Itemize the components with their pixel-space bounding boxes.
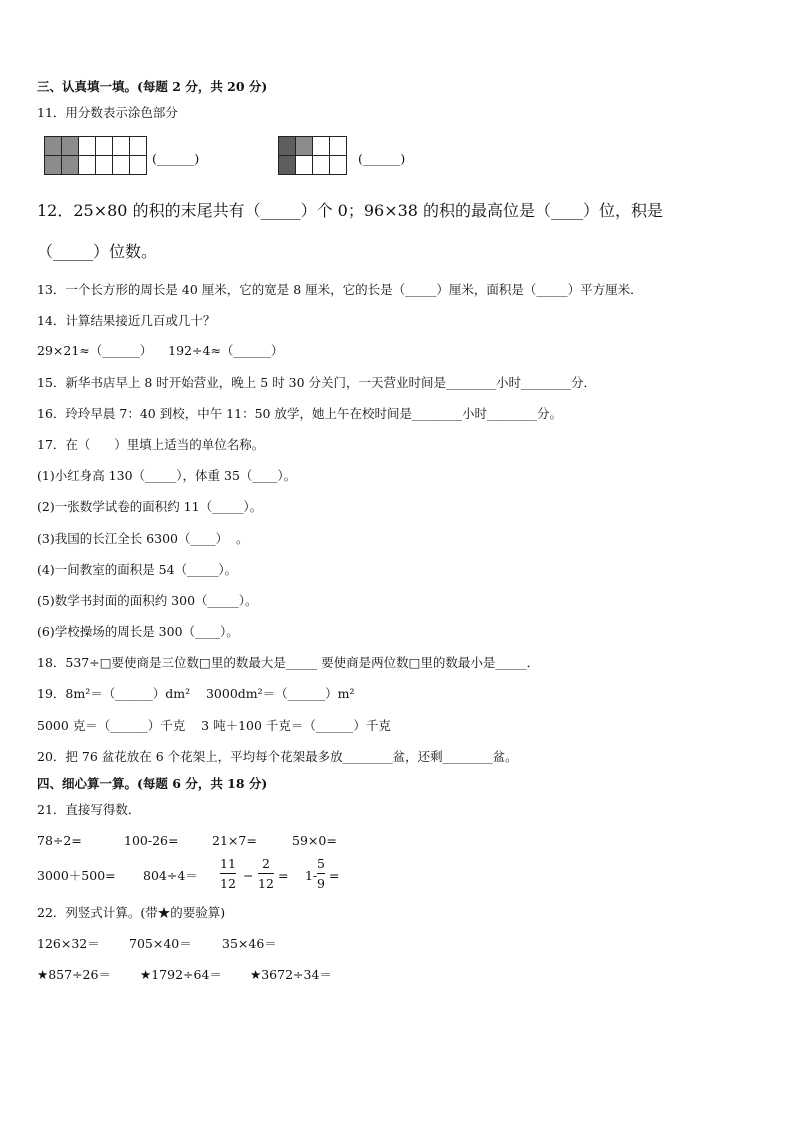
q21-equals: = xyxy=(329,868,340,883)
fraction-numerator: 11 xyxy=(220,856,236,871)
q17-item: (3)我国的长江全长 6300（____） 。 xyxy=(37,531,249,546)
q22-item: ★1792÷64＝ xyxy=(140,967,222,982)
q11-blank-2[interactable]: (______) xyxy=(358,151,406,166)
q21-fraction-b xyxy=(258,856,274,891)
fraction-denominator: 12 xyxy=(258,876,274,891)
q21-item: 21×7= xyxy=(212,833,257,848)
q21-fraction-a xyxy=(220,856,236,891)
q12-line2: （_____）位数。 xyxy=(37,242,158,261)
q12-line1: 12．25×80 的积的末尾共有（_____）个 0；96×38 的积的最高位是（____）位，积是 xyxy=(37,201,664,220)
q14-sub: 29×21≈（______） 192÷4≈（______） xyxy=(37,343,284,358)
q16: 16．玲玲早晨 7：40 到校，中午 11：50 放学，她上午在校时间是________小时________分。 xyxy=(37,406,562,421)
q11-figure-1 xyxy=(44,136,147,175)
q21-item: 78÷2= xyxy=(37,833,82,848)
q17-text: 17．在（ ）里填上适当的单位名称。 xyxy=(37,437,265,452)
q21-lead: 1- xyxy=(305,868,318,883)
section4-heading: 四、细心算一算。(每题 6 分，共 18 分) xyxy=(37,776,268,791)
fraction-denominator: 12 xyxy=(220,876,236,891)
q17-item: (5)数学书封面的面积约 300（_____）。 xyxy=(37,593,258,608)
q13: 13．一个长方形的周长是 40 厘米，它的宽是 8 厘米，它的长是（_____）厘米，面积是（_____）平方厘米． xyxy=(37,282,643,297)
q17-item: (6)学校操场的周长是 300（____）。 xyxy=(37,624,239,639)
q22-item: 705×40＝ xyxy=(129,936,192,951)
q11-blank-1[interactable]: (______) xyxy=(152,151,200,166)
q21-item: 3000＋500= xyxy=(37,868,116,883)
q20: 20．把 76 盆花放在 6 个花架上，平均每个花架最多放________盆，还剩________盆。 xyxy=(37,749,518,764)
q22-item: ★3672÷34＝ xyxy=(250,967,332,982)
q11-figure-2 xyxy=(278,136,347,175)
q19-line1: 19．8m²＝（______）dm² 3000dm²＝（______）m² xyxy=(37,686,355,701)
q21-item: 804÷4＝ xyxy=(143,868,198,883)
fraction-numerator: 5 xyxy=(317,856,325,871)
q22-item: ★857÷26＝ xyxy=(37,967,111,982)
fraction-numerator: 2 xyxy=(261,856,270,871)
q11-text: 11．用分数表示涂色部分 xyxy=(37,105,178,120)
q21-item: 100-26= xyxy=(124,833,179,848)
q17-item: (2)一张数学试卷的面积约 11（_____）。 xyxy=(37,499,263,514)
section3-heading: 三、认真填一填。(每题 2 分，共 20 分) xyxy=(37,79,268,94)
q21-minus: − xyxy=(243,868,254,883)
q17-item: (4)一间教室的面积是 54（_____）。 xyxy=(37,562,238,577)
q15: 15．新华书店早上 8 时开始营业，晚上 5 时 30 分关门，一天营业时间是________小时________分． xyxy=(37,375,597,390)
q21-equals: = xyxy=(278,868,289,883)
q14-text: 14．计算结果接近几百或几十？ xyxy=(37,313,216,328)
q17-item: (1)小红身高 130（_____），体重 35（____）。 xyxy=(37,468,297,483)
q21-item: 59×0= xyxy=(292,833,337,848)
q21-text: 21．直接写得数． xyxy=(37,802,141,817)
fraction-denominator: 9 xyxy=(317,876,325,891)
q19-line2: 5000 克＝（______）千克 3 吨＋100 千克＝（______）千克 xyxy=(37,718,391,733)
q22-text: 22．列竖式计算。(带★的要验算) xyxy=(37,905,226,920)
q21-fraction-c xyxy=(317,856,325,891)
q18: 18．537÷□要使商是三位数□里的数最大是_____ 要使商是两位数□里的数最小是_____． xyxy=(37,655,540,670)
q22-item: 126×32＝ xyxy=(37,936,100,951)
q22-item: 35×46＝ xyxy=(222,936,277,951)
